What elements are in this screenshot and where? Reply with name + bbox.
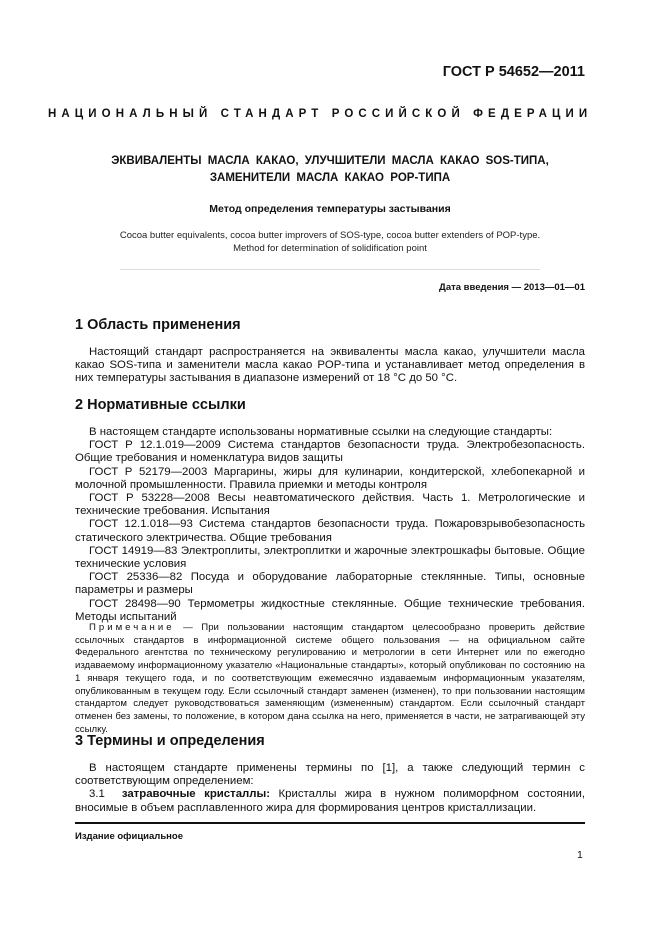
section-1-heading: 1 Область применения (75, 317, 241, 333)
english-title (75, 230, 585, 255)
section-2-heading: 2 Нормативные ссылки (75, 397, 246, 413)
english-title-line-2: Method for determination of solidification point (233, 242, 427, 254)
title-line-1: ЭКВИВАЛЕНТЫ МАСЛА КАКАО, УЛУЧШИТЕЛИ МАСЛА КАКАО SOS-ТИПА, (111, 155, 549, 167)
definition: Кристаллы жира в нужном полиморфном состоянии, вносимые в объем расплавленного жира для формирования центров кристаллизации. (75, 788, 586, 814)
reference-item: ГОСТ 12.1.018—93 Система стандартов безопасности труда. Пожаровзрывобезопасность статического электричества. Общие требования (75, 518, 585, 544)
edition-label: Издание официальное (75, 831, 183, 842)
paragraph: В настоящем стандарте применены термины по [1], а также следующий термин с соответствующим определением: (75, 762, 585, 788)
paragraph: Настоящий стандарт распространяется на эквиваленты масла какао, улучшители масла какао SOS-типа и заменители масла какао POP-типа и устанавливает метод определения в них температуры застывания в диапазоне измерений от 18 °С до 50 °С. (75, 346, 585, 385)
note-label: Примечание (89, 622, 175, 633)
reference-item: ГОСТ 25336—82 Посуда и оборудование лабораторные стеклянные. Типы, основные параметры и размеры (75, 571, 585, 597)
term: затравочные кристаллы: (121, 788, 271, 801)
section-3-body (75, 762, 585, 815)
reference-item: ГОСТ Р 53228—2008 Весы неавтоматического действия. Часть 1. Метрологические и технические требования. Испытания (75, 492, 585, 518)
section-1-body (75, 346, 585, 386)
footer-rule (75, 822, 585, 824)
divider (120, 269, 540, 270)
reference-item: ГОСТ 14919—83 Электроплиты, электроплитки и жарочные электрошкафы бытовые. Общие технические условия (75, 544, 585, 571)
page-number: 1 (577, 849, 583, 861)
section-3-heading: 3 Термины и определения (75, 733, 265, 749)
paragraph: В настоящем стандарте использованы нормативные ссылки на следующие стандарты: (89, 426, 553, 438)
method-subtitle: Метод определения температуры застывания (209, 203, 451, 215)
effective-date: Дата введения — 2013—01—01 (439, 282, 585, 293)
term-definition (75, 788, 585, 814)
term-number: 3.1 (89, 788, 105, 801)
standard-code: ГОСТ Р 54652—2011 (442, 64, 585, 80)
national-standard-banner: НАЦИОНАЛЬНЫЙ СТАНДАРТ РОССИЙСКОЙ ФЕДЕРАЦИИ (48, 108, 593, 120)
reference-item: ГОСТ 28498—90 Термометры жидкостные стеклянные. Общие технические требования. Методы испытаний (75, 597, 585, 623)
english-title-line-1: Cocoa butter equivalents, cocoa butter improvers of SOS-type, cocoa butter extenders of POP-type. (119, 230, 541, 241)
section-2-body (75, 426, 585, 624)
reference-item: ГОСТ Р 52179—2003 Маргарины, жиры для кулинарии, кондитерской, хлебопекарной и молочной промышленности. Правила приемки и методы контроля (75, 465, 585, 491)
reference-item: ГОСТ Р 12.1.019—2009 Система стандартов безопасности труда. Электробезопасность. Общие требования и номенклатура видов защиты (75, 439, 585, 465)
title-line-2: ЗАМЕНИТЕЛИ МАСЛА КАКАО POP-ТИПА (209, 172, 451, 184)
note (75, 622, 585, 736)
note-text: — При пользовании настоящим стандартом целесообразно проверить действие ссылочных стандартов в информационной системе общего пользования — на официальном сайте Федерального агентства по техническому регулированию и метрологии в сети Интернет или по ежегодно издаваемому информационному указателю «Национальные стандарты», который опубликован по состоянию на 1 января текущего года, и по соответствующим ежемесячно издаваемым информационным указателям, опубликованным в текущем году. Если ссылочный стандарт заменен (изменен), то при пользовании настоящим стандартом следует руководствоваться заменяющим (измененным) стандартом. Если ссылочный стандарт отменен без замены, то положение, в котором дана ссылка на него, применяется в части, не затрагивающей эту ссылку. (75, 622, 585, 735)
document-title (75, 153, 585, 187)
